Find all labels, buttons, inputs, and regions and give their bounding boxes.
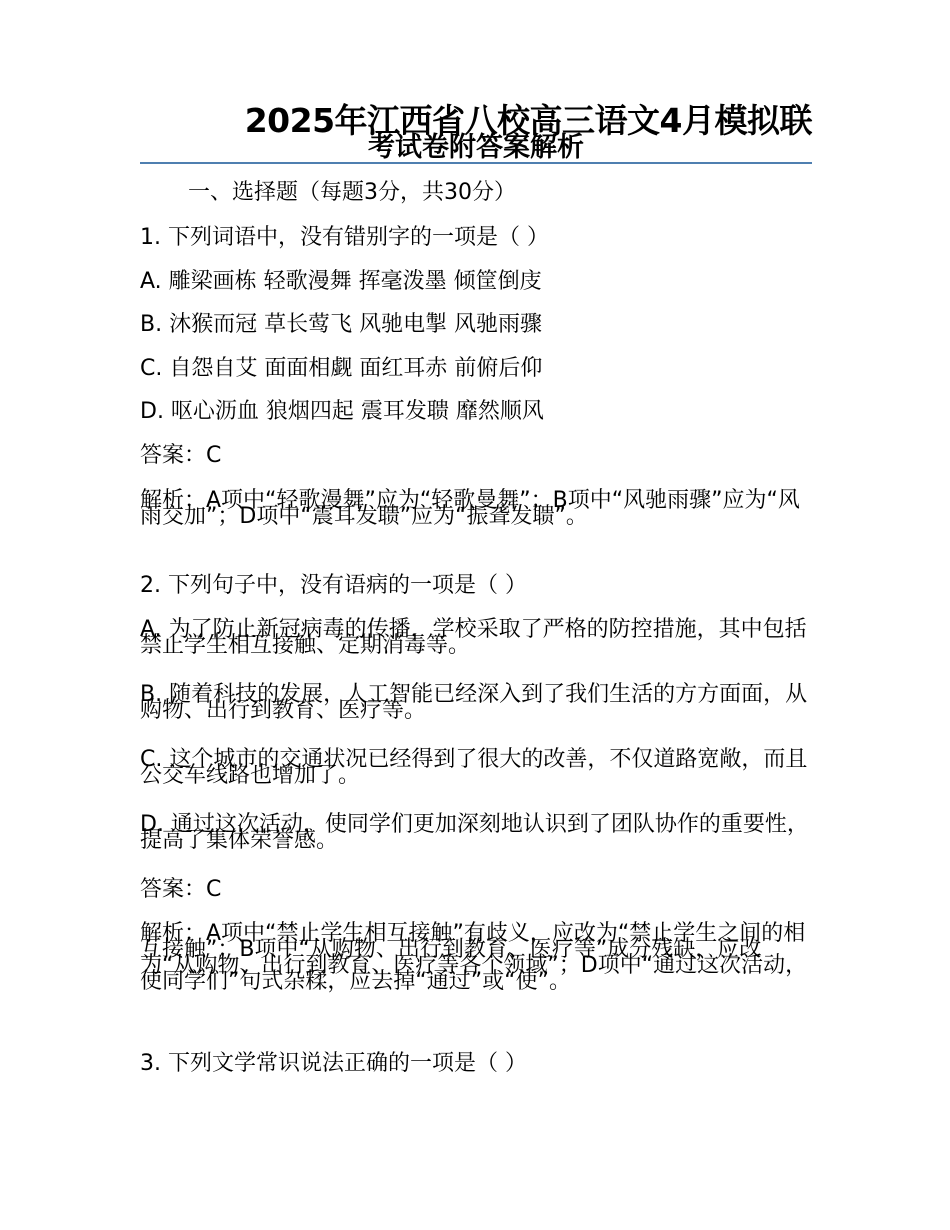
question-2-stem: 2. 下列句子中，没有语病的一项是（ ） <box>140 573 527 598</box>
question-2-answer: 答案：C <box>140 877 222 902</box>
document-title-line-1: 2025年江西省八校高三语文4月模拟联 <box>244 101 812 140</box>
title-divider <box>140 162 812 164</box>
document-title-line-2: 考试卷附答案解析 <box>368 132 584 163</box>
question-1-analysis: 解析：A项中“轻歌漫舞”应为“轻歌曼舞”；B项中“风驰雨骤”应为“风雨交加”；D项中“震耳发聩”应为“振聋发聩”。 <box>140 488 800 529</box>
question-1-option-c: C. 自怨自艾 面面相觑 面红耳赤 前俯后仰 <box>140 356 543 381</box>
question-1-option-b: B. 沐猴而冠 草长莺飞 风驰电掣 风驰雨骤 <box>140 312 543 337</box>
section-heading: 一、选择题（每题3分，共30分） <box>188 180 516 205</box>
question-2-option-c: C. 这个城市的交通状况已经得到了很大的改善，不仅道路宽敞，而且公交车线路也增加了。 <box>140 747 808 788</box>
question-3-stem: 3. 下列文学常识说法正确的一项是（ ） <box>140 1051 527 1076</box>
question-2-option-a: A. 为了防止新冠病毒的传播，学校采取了严格的防控措施，其中包括禁止学生相互接触、定期消毒等。 <box>140 617 807 658</box>
question-1-stem: 1. 下列词语中，没有错别字的一项是（ ） <box>140 225 549 250</box>
question-1-option-a: A. 雕梁画栋 轻歌漫舞 挥毫泼墨 倾筐倒庋 <box>140 269 542 294</box>
question-1-answer: 答案：C <box>140 443 222 468</box>
question-2-option-b: B. 随着科技的发展，人工智能已经深入到了我们生活的方方面面，从购物、出行到教育、医疗等。 <box>140 682 808 723</box>
question-1-option-d: D. 呕心沥血 狼烟四起 震耳发聩 靡然顺风 <box>140 399 544 424</box>
question-2-option-d: D. 通过这次活动，使同学们更加深刻地认识到了团队协作的重要性，提高了集体荣誉感。 <box>140 812 809 853</box>
question-2-analysis: 解析：A项中“禁止学生相互接触”有歧义，应改为“禁止学生之间的相互接触”；B项中“从购物、出行到教育、医疗等”成分残缺，应改为“从购物、出行到教育、医疗等各个领域”；D项中“通过这次活动，使同学们”句式杂糅，应去掉“通过”或“使”。 <box>140 921 808 994</box>
